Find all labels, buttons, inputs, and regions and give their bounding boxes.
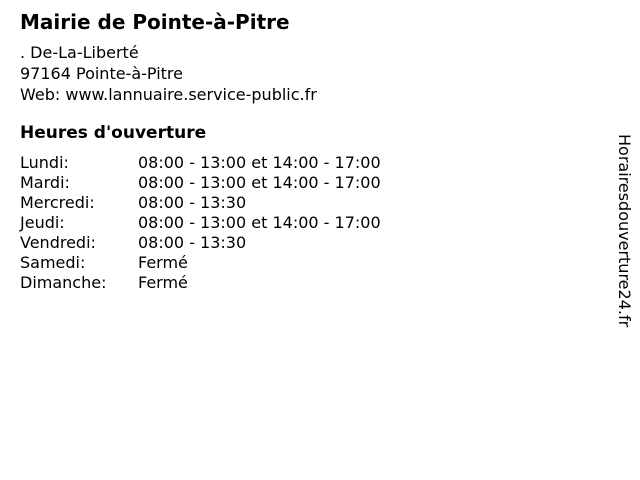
day-label: Mardi: — [20, 173, 70, 192]
watermark-text: Horairesdouverture24.fr — [615, 134, 634, 328]
day-label: Dimanche: — [20, 273, 107, 292]
time-value: 08:00 - 13:00 et 14:00 - 17:00 — [138, 153, 381, 172]
address-street: . De-La-Liberté — [20, 43, 139, 62]
hours-row-sunday — [20, 273, 381, 293]
address-web: Web: www.lannuaire.service-public.fr — [20, 85, 317, 104]
address-city: 97164 Pointe-à-Pitre — [20, 64, 183, 83]
day-label: Mercredi: — [20, 193, 95, 212]
hours-row-monday — [20, 153, 381, 173]
hours-row-friday — [20, 233, 381, 253]
page-title: Mairie de Pointe-à-Pitre — [20, 10, 290, 34]
day-label: Vendredi: — [20, 233, 96, 252]
address-block — [20, 42, 317, 105]
hours-table — [20, 153, 381, 293]
day-label: Samedi: — [20, 253, 86, 272]
hours-row-tuesday — [20, 173, 381, 193]
hours-row-saturday — [20, 253, 381, 273]
time-value: Fermé — [138, 253, 188, 272]
day-label: Lundi: — [20, 153, 69, 172]
hours-row-thursday — [20, 213, 381, 233]
hours-heading: Heures d'ouverture — [20, 123, 207, 143]
time-value: Fermé — [138, 273, 188, 292]
time-value: 08:00 - 13:30 — [138, 233, 247, 252]
time-value: 08:00 - 13:00 et 14:00 - 17:00 — [138, 173, 381, 192]
time-value: 08:00 - 13:30 — [138, 193, 247, 212]
day-label: Jeudi: — [20, 213, 65, 232]
time-value: 08:00 - 13:00 et 14:00 - 17:00 — [138, 213, 381, 232]
hours-row-wednesday — [20, 193, 381, 213]
